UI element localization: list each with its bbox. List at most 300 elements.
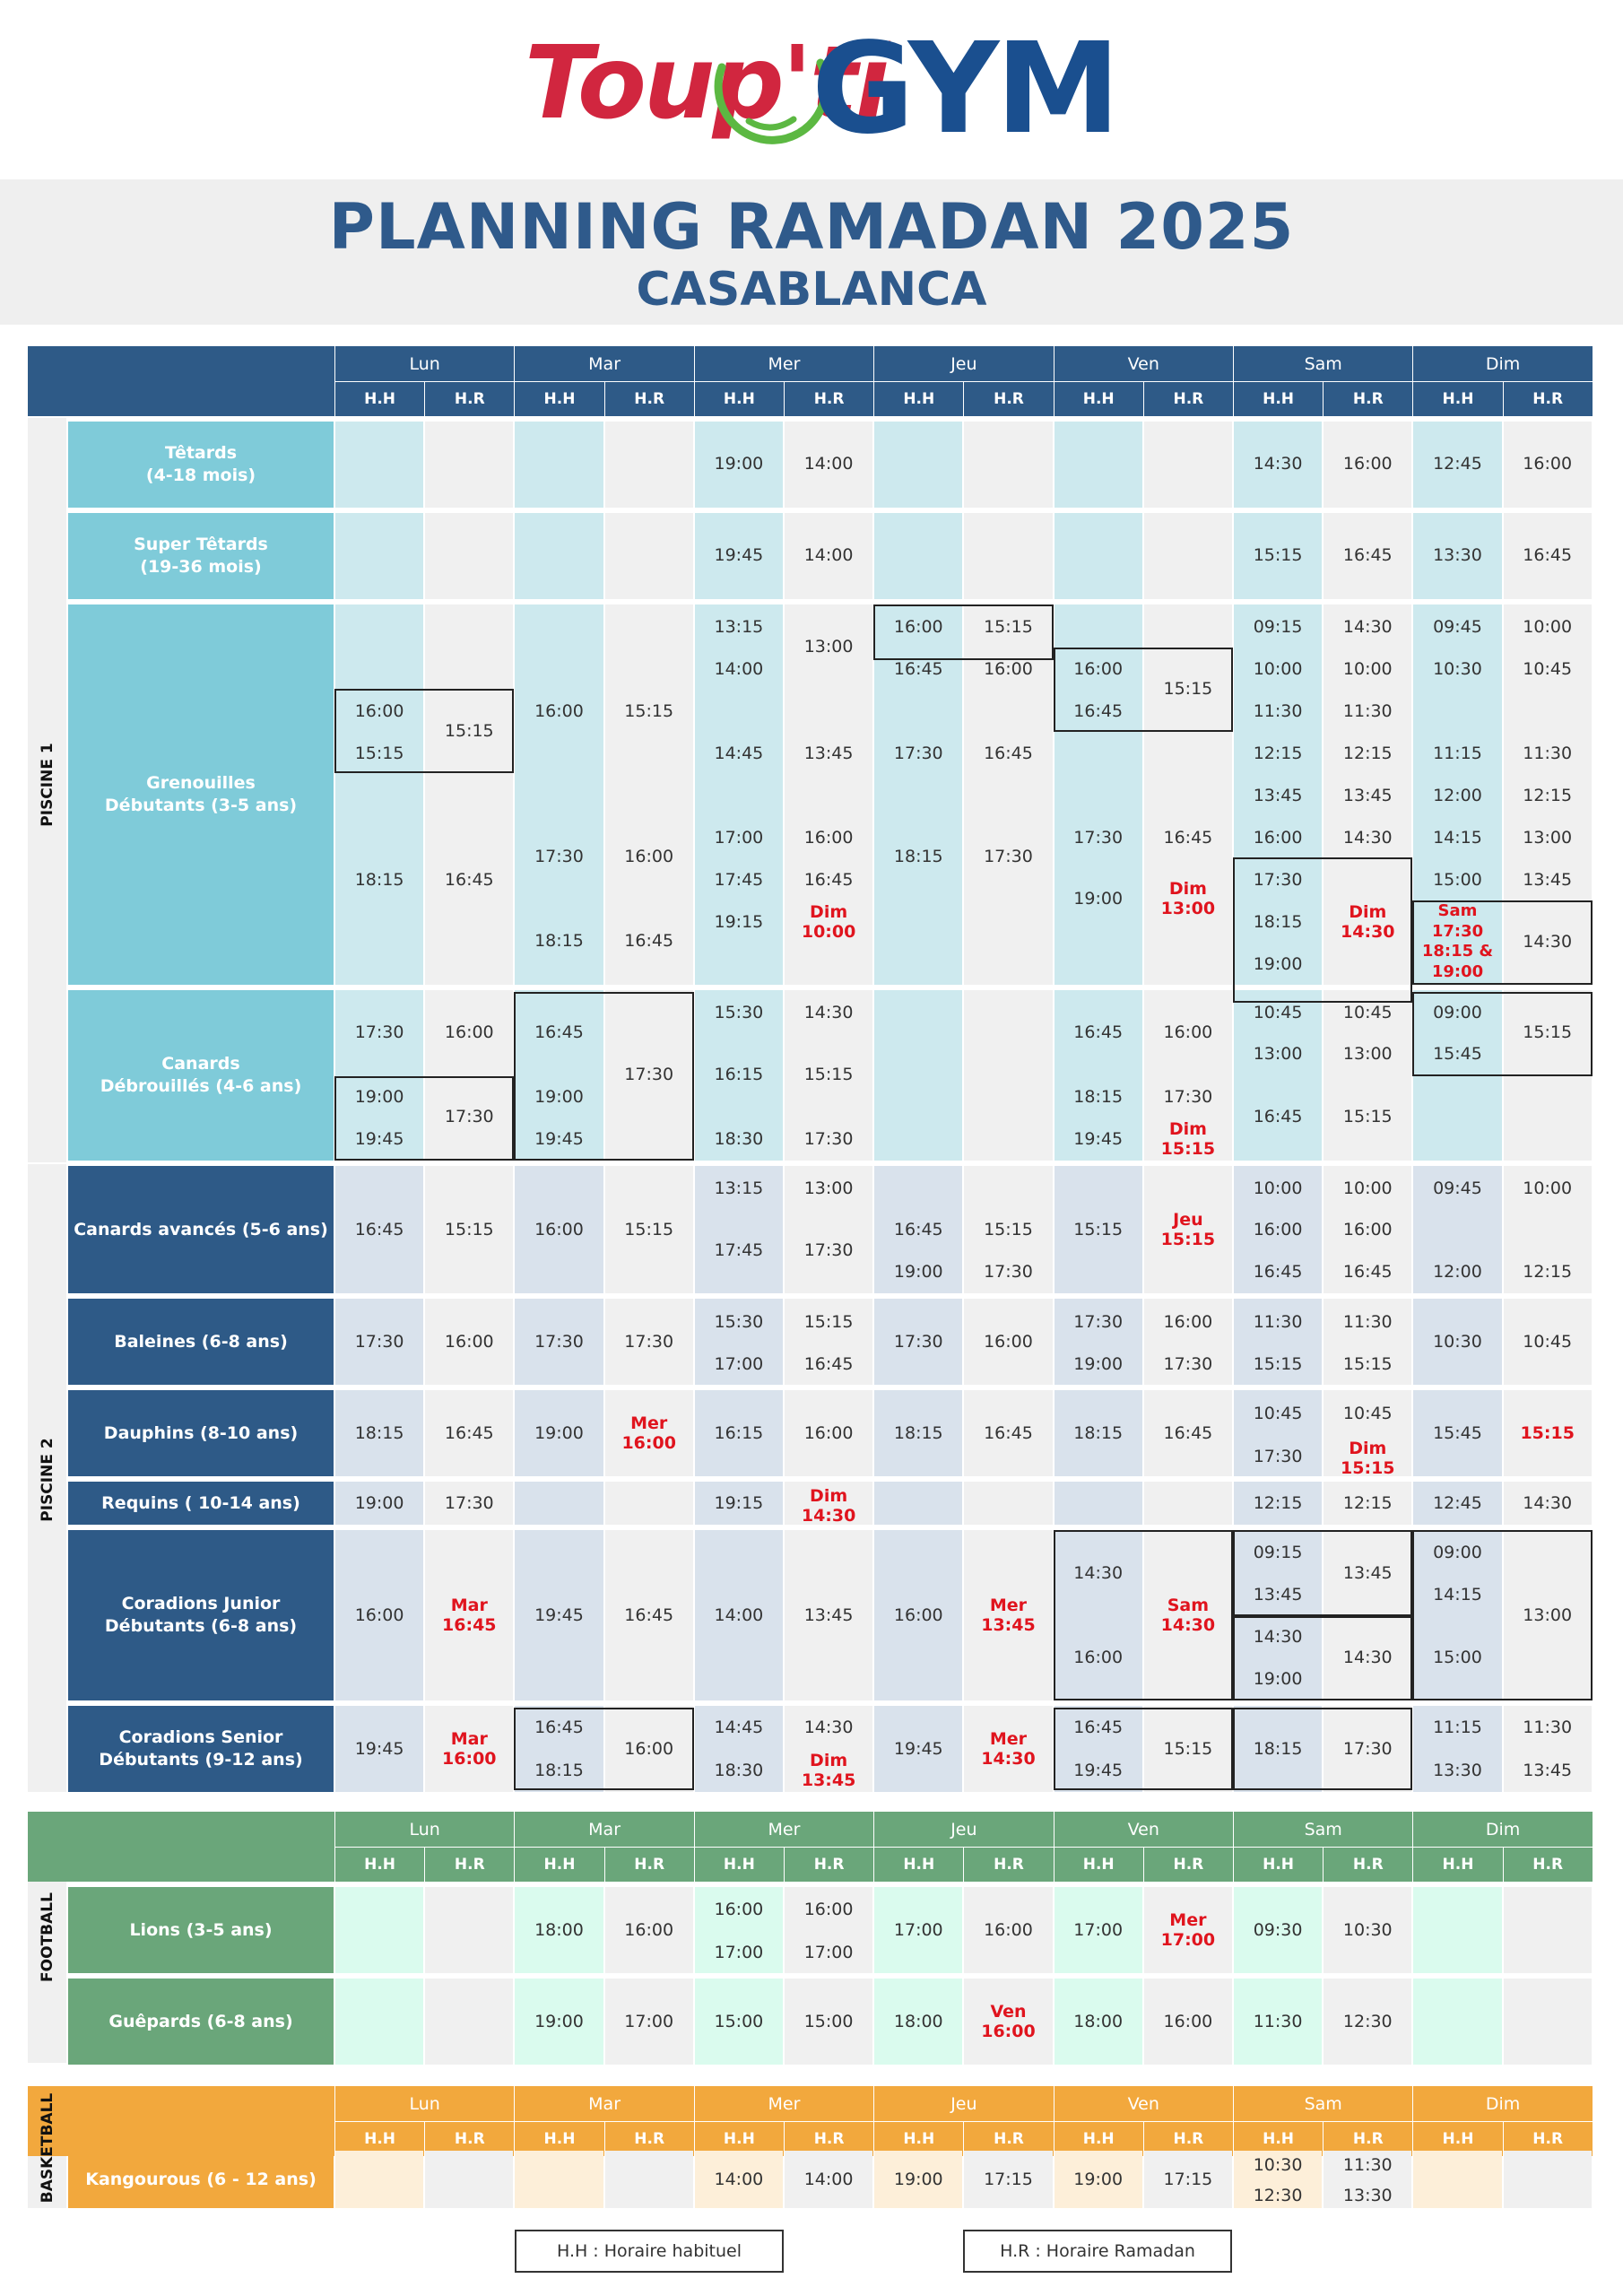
time-cell: 17:30 — [803, 1129, 854, 1149]
row-label: Coradions Senior Débutants (9-12 ans) — [68, 1706, 334, 1792]
time-cell: 16:00 — [624, 1920, 674, 1940]
time-cell: 17:30 — [1073, 828, 1124, 848]
time-cell: 17:30 — [624, 1065, 674, 1084]
ramadan-time-cell: Mar 16:45 — [442, 1596, 497, 1635]
sub-header-hr: H.R — [424, 2122, 514, 2156]
sub-header-hh: H.H — [514, 2122, 603, 2156]
time-cell: 18:00 — [1073, 2012, 1124, 2031]
time-cell: 13:00 — [803, 1178, 854, 1198]
time-cell: 10:30 — [1253, 2155, 1303, 2175]
time-cell: 16:45 — [803, 1354, 854, 1374]
time-cell: 17:00 — [714, 828, 764, 848]
sub-header-hr: H.R — [1143, 2122, 1233, 2156]
grid-cell — [964, 1482, 1052, 1525]
row-label: Canards avancés (5-6 ans) — [68, 1166, 334, 1293]
grid-cell — [1413, 1887, 1501, 1973]
time-cell: 13:30 — [1433, 1761, 1482, 1780]
time-cell: 10:45 — [1253, 1404, 1303, 1423]
time-cell: 09:15 — [1253, 617, 1303, 637]
time-cell: 16:00 — [1253, 828, 1303, 848]
time-cell: 16:45 — [1523, 545, 1573, 565]
time-cell: 14:45 — [714, 1718, 764, 1737]
time-cell: 16:00 — [1163, 2012, 1213, 2031]
ramadan-time-cell: Mer 14:30 — [981, 1729, 1036, 1769]
time-cell: 13:30 — [1433, 545, 1482, 565]
ramadan-time-cell: Mer 17:00 — [1160, 1910, 1216, 1950]
grid-cell — [1504, 990, 1592, 1161]
time-cell: 13:00 — [1253, 1044, 1303, 1064]
time-cell: 19:00 — [534, 2012, 584, 2031]
grid-cell — [1055, 513, 1142, 599]
time-cell: 11:30 — [1253, 1312, 1303, 1332]
day-header-lun: Lun — [334, 2086, 514, 2122]
time-cell: 19:45 — [354, 1739, 404, 1759]
time-cell: 13:45 — [1523, 1761, 1573, 1780]
time-cell: 17:30 — [984, 1262, 1033, 1282]
time-cell: 17:00 — [624, 2012, 674, 2031]
time-cell: 16:00 — [1163, 1312, 1213, 1332]
time-cell: 16:45 — [354, 1220, 404, 1239]
time-cell: 16:45 — [893, 1220, 943, 1239]
time-cell: 17:00 — [1073, 1920, 1124, 1940]
day-header-mer: Mer — [694, 346, 873, 382]
time-cell: 13:00 — [1523, 828, 1573, 848]
time-cell: 12:15 — [1523, 1262, 1573, 1282]
ramadan-time-cell: Mer 13:45 — [981, 1596, 1036, 1635]
time-cell: 13:45 — [803, 1605, 854, 1625]
time-cell: 16:45 — [984, 1423, 1033, 1443]
time-cell: 16:45 — [1253, 1262, 1303, 1282]
sub-header-hr: H.R — [604, 1848, 694, 1882]
time-cell: 10:00 — [1523, 1178, 1573, 1198]
time-cell: 19:00 — [1253, 954, 1303, 974]
page-title: PLANNING RAMADAN 2025 — [328, 190, 1295, 264]
sub-header-hh: H.H — [334, 2122, 424, 2156]
ramadan-time-cell: Dim 14:30 — [801, 1486, 856, 1526]
day-header-ven: Ven — [1054, 2086, 1233, 2122]
time-cell: 10:30 — [1433, 1332, 1482, 1352]
ramadan-time-cell: 15:15 — [1520, 1423, 1575, 1443]
time-cell: 15:15 — [803, 1065, 854, 1084]
sub-header-hh: H.H — [1412, 2122, 1502, 2156]
time-cell: 17:00 — [803, 1943, 854, 1962]
time-cell: 16:45 — [984, 744, 1033, 763]
day-header-dim: Dim — [1412, 1812, 1592, 1848]
time-cell: 14:30 — [803, 1718, 854, 1737]
grid-cell — [515, 422, 603, 508]
time-cell: 10:30 — [1342, 1920, 1393, 1940]
grid-cell — [1504, 1887, 1592, 1973]
time-cell: 17:30 — [1073, 1312, 1124, 1332]
time-cell: 19:15 — [714, 1493, 764, 1513]
row-label: Têtards (4-18 mois) — [68, 422, 334, 508]
sub-header-hh: H.H — [334, 382, 424, 416]
time-cell: 10:00 — [1253, 1178, 1303, 1198]
time-cell: 16:00 — [624, 1739, 674, 1759]
sub-header-hr: H.R — [1323, 1848, 1412, 1882]
time-cell: 19:15 — [714, 912, 764, 932]
time-cell: 17:30 — [534, 1332, 584, 1352]
grid-cell — [964, 990, 1052, 1161]
day-header-mer: Mer — [694, 1812, 873, 1848]
time-cell: 16:00 — [803, 828, 854, 848]
day-header-ven: Ven — [1054, 1812, 1233, 1848]
day-header-mer: Mer — [694, 2086, 873, 2122]
grid-cell — [605, 1482, 693, 1525]
time-cell: 16:45 — [624, 931, 674, 951]
time-cell: 17:45 — [714, 1240, 764, 1260]
time-cell: 14:15 — [1433, 828, 1482, 848]
grid-cell — [1413, 1979, 1501, 2065]
sub-header-hh: H.H — [694, 2122, 784, 2156]
time-cell: 16:45 — [624, 1605, 674, 1625]
time-cell: 12:15 — [1342, 744, 1393, 763]
time-cell: 11:30 — [1342, 701, 1393, 721]
time-cell: 19:45 — [354, 1129, 404, 1149]
time-cell: 16:00 — [444, 1332, 494, 1352]
ramadan-time-cell: Sam 17:30 18:15 & 19:00 — [1421, 901, 1494, 981]
grid-cell — [425, 990, 513, 1161]
legend-hh: H.H : Horaire habituel — [515, 2230, 784, 2273]
time-cell: 09:15 — [1253, 1543, 1303, 1562]
time-cell: 14:30 — [1523, 1493, 1573, 1513]
day-header-mar: Mar — [514, 2086, 693, 2122]
time-cell: 11:30 — [1523, 1718, 1573, 1737]
sub-header-hh: H.H — [1233, 382, 1323, 416]
time-cell: 15:15 — [1342, 1107, 1393, 1126]
sub-header-hh: H.H — [873, 382, 963, 416]
time-cell: 16:00 — [714, 1900, 764, 1919]
time-cell: 13:15 — [714, 1178, 764, 1198]
time-cell: 15:15 — [1163, 679, 1213, 699]
time-cell: 13:45 — [803, 744, 854, 763]
day-header-mar: Mar — [514, 346, 693, 382]
sub-header-hh: H.H — [334, 1848, 424, 1882]
time-cell: 18:15 — [1073, 1423, 1124, 1443]
sub-header-hr: H.R — [1143, 1848, 1233, 1882]
time-cell: 13:00 — [803, 637, 854, 657]
sub-header-hr: H.R — [1323, 2122, 1412, 2156]
time-cell: 17:30 — [624, 1332, 674, 1352]
time-cell: 18:30 — [714, 1129, 764, 1149]
time-cell: 18:15 — [534, 931, 584, 951]
time-cell: 19:00 — [1073, 2170, 1124, 2189]
time-cell: 15:15 — [1342, 1354, 1393, 1374]
row-label: Dauphins (8-10 ans) — [68, 1390, 334, 1476]
time-cell: 17:30 — [354, 1332, 404, 1352]
section-label-basketball: BASKETBALL — [39, 2092, 56, 2204]
time-cell: 17:30 — [354, 1022, 404, 1042]
grid-cell — [1324, 1530, 1411, 1700]
sub-header-hr: H.R — [784, 2122, 873, 2156]
grid-cell — [515, 513, 603, 599]
time-cell: 17:30 — [984, 847, 1033, 866]
ramadan-time-cell: Jeu 15:15 — [1160, 1210, 1216, 1249]
legend-hr: H.R : Horaire Ramadan — [963, 2230, 1232, 2273]
time-cell: 18:30 — [714, 1761, 764, 1780]
time-cell: 10:45 — [1253, 1003, 1303, 1022]
time-cell: 17:15 — [1163, 2170, 1213, 2189]
time-cell: 15:15 — [803, 1312, 854, 1332]
time-cell: 15:30 — [714, 1312, 764, 1332]
time-cell: 13:45 — [1253, 786, 1303, 805]
sub-header-hr: H.R — [963, 382, 1053, 416]
time-cell: 12:15 — [1342, 1493, 1393, 1513]
time-cell: 18:15 — [1253, 1739, 1303, 1759]
time-cell: 15:15 — [984, 617, 1033, 637]
day-header-sam: Sam — [1233, 2086, 1412, 2122]
time-cell: 18:15 — [1253, 912, 1303, 932]
ramadan-time-cell: Dim 15:15 — [1160, 1119, 1216, 1159]
grid-cell — [425, 604, 513, 985]
time-cell: 14:00 — [714, 2170, 764, 2189]
sub-header-hh: H.H — [1412, 1848, 1502, 1882]
sub-header-hh: H.H — [694, 382, 784, 416]
time-cell: 10:00 — [1342, 1178, 1393, 1198]
time-cell: 14:15 — [1433, 1585, 1482, 1605]
time-cell: 14:30 — [803, 1003, 854, 1022]
grid-cell — [1144, 604, 1232, 985]
time-cell: 17:30 — [534, 847, 584, 866]
time-cell: 17:30 — [1342, 1739, 1393, 1759]
grid-cell — [1413, 2151, 1501, 2208]
grid-cell — [335, 1887, 423, 1973]
ramadan-time-cell: Mer 16:00 — [621, 1413, 676, 1453]
ramadan-time-cell: Dim 13:45 — [801, 1751, 856, 1790]
time-cell: 16:45 — [1342, 545, 1393, 565]
day-header-lun: Lun — [334, 346, 514, 382]
time-cell: 16:45 — [1163, 828, 1213, 848]
time-cell: 16:00 — [1253, 1220, 1303, 1239]
row-label: Lions (3-5 ans) — [68, 1887, 334, 1973]
sub-header-hh: H.H — [1233, 1848, 1323, 1882]
grid-cell — [1055, 1530, 1142, 1700]
time-cell: 13:30 — [1342, 2186, 1393, 2205]
time-cell: 15:00 — [803, 2012, 854, 2031]
time-cell: 14:00 — [803, 454, 854, 474]
time-cell: 14:30 — [1523, 932, 1573, 952]
time-cell: 14:30 — [1342, 617, 1393, 637]
time-cell: 19:45 — [534, 1605, 584, 1625]
time-cell: 19:45 — [714, 545, 764, 565]
time-cell: 16:00 — [893, 1605, 943, 1625]
day-header-dim: Dim — [1412, 2086, 1592, 2122]
time-cell: 19:45 — [893, 1739, 943, 1759]
page-subtitle: CASABLANCA — [636, 263, 987, 317]
time-cell: 18:00 — [893, 2012, 943, 2031]
time-cell: 16:00 — [1073, 659, 1124, 679]
sub-header-hr: H.R — [963, 2122, 1053, 2156]
time-cell: 11:15 — [1433, 1718, 1482, 1737]
time-cell: 16:45 — [1073, 1718, 1124, 1737]
time-cell: 11:30 — [1253, 2012, 1303, 2031]
time-cell: 11:30 — [1342, 1312, 1393, 1332]
time-cell: 17:30 — [1163, 1087, 1213, 1107]
time-cell: 15:45 — [1433, 1423, 1482, 1443]
time-cell: 09:30 — [1253, 1920, 1303, 1940]
time-cell: 11:30 — [1253, 701, 1303, 721]
time-cell: 19:00 — [1073, 889, 1124, 909]
time-cell: 19:00 — [1253, 1669, 1303, 1689]
sub-header-hr: H.R — [1323, 382, 1412, 416]
grid-cell — [425, 1979, 513, 2065]
time-cell: 12:00 — [1433, 786, 1482, 805]
time-cell: 17:00 — [893, 1920, 943, 1940]
time-cell: 16:00 — [354, 701, 404, 721]
time-cell: 19:00 — [893, 2170, 943, 2189]
row-label: Guêpards (6-8 ans) — [68, 1979, 334, 2065]
time-cell: 17:30 — [444, 1107, 494, 1126]
time-cell: 15:15 — [354, 744, 404, 763]
day-header-ven: Ven — [1054, 346, 1233, 382]
grid-cell — [605, 2151, 693, 2208]
time-cell: 18:00 — [534, 1920, 584, 1940]
time-cell: 17:30 — [1253, 1447, 1303, 1466]
ramadan-time-cell: Dim 13:00 — [1160, 879, 1216, 918]
time-cell: 11:30 — [1523, 744, 1573, 763]
title-band — [0, 179, 1623, 325]
time-cell: 16:00 — [534, 1220, 584, 1239]
time-cell: 17:30 — [1163, 1354, 1213, 1374]
sub-header-hh: H.H — [873, 1848, 963, 1882]
sub-header-hh: H.H — [1233, 2122, 1323, 2156]
time-cell: 16:00 — [1342, 454, 1393, 474]
time-cell: 18:15 — [1073, 1087, 1124, 1107]
time-cell: 15:15 — [1523, 1022, 1573, 1042]
time-cell: 14:00 — [714, 1605, 764, 1625]
time-cell: 14:45 — [714, 744, 764, 763]
time-cell: 16:00 — [893, 617, 943, 637]
time-cell: 15:30 — [714, 1003, 764, 1022]
sub-header-hr: H.R — [1503, 2122, 1593, 2156]
time-cell: 16:00 — [624, 847, 674, 866]
time-cell: 09:00 — [1433, 1003, 1482, 1022]
row-label: Baleines (6-8 ans) — [68, 1299, 334, 1385]
time-cell: 14:30 — [1073, 1563, 1124, 1583]
time-cell: 16:00 — [444, 1022, 494, 1042]
grid-cell — [425, 2151, 513, 2208]
logo-text-touti: Toup'ti — [525, 25, 888, 142]
time-cell: 16:00 — [803, 1423, 854, 1443]
time-cell: 15:15 — [624, 1220, 674, 1239]
time-cell: 18:15 — [354, 1423, 404, 1443]
time-cell: 16:15 — [714, 1423, 764, 1443]
time-cell: 15:15 — [1073, 1220, 1124, 1239]
time-cell: 18:15 — [534, 1761, 584, 1780]
grid-cell — [335, 422, 423, 508]
day-header-sam: Sam — [1233, 346, 1412, 382]
sub-header-hh: H.H — [514, 1848, 603, 1882]
grid-cell — [515, 1482, 603, 1525]
row-label: Super Têtards (19-36 mois) — [68, 513, 334, 599]
sub-header-hr: H.R — [784, 382, 873, 416]
time-cell: 16:45 — [1342, 1262, 1393, 1282]
sub-header-hr: H.R — [604, 2122, 694, 2156]
time-cell: 16:45 — [534, 1022, 584, 1042]
time-cell: 16:00 — [1073, 1648, 1124, 1667]
ramadan-time-cell: Ven 16:00 — [981, 2002, 1036, 2041]
time-cell: 15:15 — [624, 701, 674, 721]
row-label: Canards Débrouillés (4-6 ans) — [68, 990, 334, 1161]
time-cell: 12:45 — [1433, 454, 1482, 474]
time-cell: 17:15 — [984, 2170, 1033, 2189]
time-cell: 10:45 — [1523, 659, 1573, 679]
time-cell: 16:00 — [1163, 1022, 1213, 1042]
grid-cell — [1055, 1482, 1142, 1525]
grid-cell — [1504, 1979, 1592, 2065]
time-cell: 14:00 — [714, 659, 764, 679]
time-cell: 10:45 — [1342, 1003, 1393, 1022]
time-cell: 11:30 — [1342, 2155, 1393, 2175]
ramadan-time-cell: Dim 10:00 — [801, 902, 856, 942]
grid-cell — [964, 422, 1052, 508]
time-cell: 10:00 — [1342, 659, 1393, 679]
time-cell: 14:00 — [803, 545, 854, 565]
sub-header-hh: H.H — [1054, 382, 1143, 416]
time-cell: 16:00 — [984, 1920, 1033, 1940]
ramadan-time-cell: Dim 15:15 — [1341, 1439, 1395, 1478]
time-cell: 13:45 — [1253, 1585, 1303, 1605]
time-cell: 19:00 — [534, 1087, 584, 1107]
grid-cell — [874, 422, 962, 508]
sub-header-hr: H.R — [1503, 382, 1593, 416]
time-cell: 15:45 — [1433, 1044, 1482, 1064]
time-cell: 09:00 — [1433, 1543, 1482, 1562]
time-cell: 15:15 — [1253, 545, 1303, 565]
row-label: Coradions Junior Débutants (6-8 ans) — [68, 1530, 334, 1700]
time-cell: 19:45 — [1073, 1129, 1124, 1149]
grid-cell — [515, 2151, 603, 2208]
time-cell: 16:00 — [1342, 1220, 1393, 1239]
logo-text-gym: GYM — [812, 16, 1117, 162]
section-label-football: FOOTBALL — [39, 1892, 56, 1982]
grid-cell — [1144, 513, 1232, 599]
grid-cell — [425, 1887, 513, 1973]
grid-cell — [1144, 422, 1232, 508]
time-cell: 19:00 — [354, 1087, 404, 1107]
time-cell: 19:45 — [1073, 1761, 1124, 1780]
time-cell: 10:00 — [1523, 617, 1573, 637]
time-cell: 14:30 — [1342, 828, 1393, 848]
day-header-sam: Sam — [1233, 1812, 1412, 1848]
row-label: Grenouilles Débutants (3-5 ans) — [68, 604, 334, 985]
time-cell: 15:15 — [1253, 1354, 1303, 1374]
time-cell: 13:45 — [1523, 870, 1573, 890]
time-cell: 15:15 — [444, 721, 494, 741]
sub-header-hr: H.R — [424, 1848, 514, 1882]
grid-cell — [1055, 422, 1142, 508]
time-cell: 17:30 — [893, 744, 943, 763]
ramadan-time-cell: Dim 14:30 — [1341, 902, 1395, 942]
day-header-lun: Lun — [334, 1812, 514, 1848]
time-cell: 16:00 — [984, 1332, 1033, 1352]
time-cell: 18:15 — [893, 847, 943, 866]
sub-header-hh: H.H — [694, 1848, 784, 1882]
time-cell: 19:00 — [893, 1262, 943, 1282]
time-cell: 16:45 — [444, 1423, 494, 1443]
grid-cell — [605, 422, 693, 508]
time-cell: 17:30 — [1253, 870, 1303, 890]
brand-logo — [0, 0, 1623, 170]
time-cell: 17:30 — [893, 1332, 943, 1352]
time-cell: 16:00 — [534, 701, 584, 721]
sub-header-hr: H.R — [424, 382, 514, 416]
row-label: Requins ( 10-14 ans) — [68, 1482, 334, 1525]
time-cell: 16:45 — [1253, 1107, 1303, 1126]
grid-cell — [335, 2151, 423, 2208]
grid-cell — [874, 513, 962, 599]
sub-header-hr: H.R — [1503, 1848, 1593, 1882]
